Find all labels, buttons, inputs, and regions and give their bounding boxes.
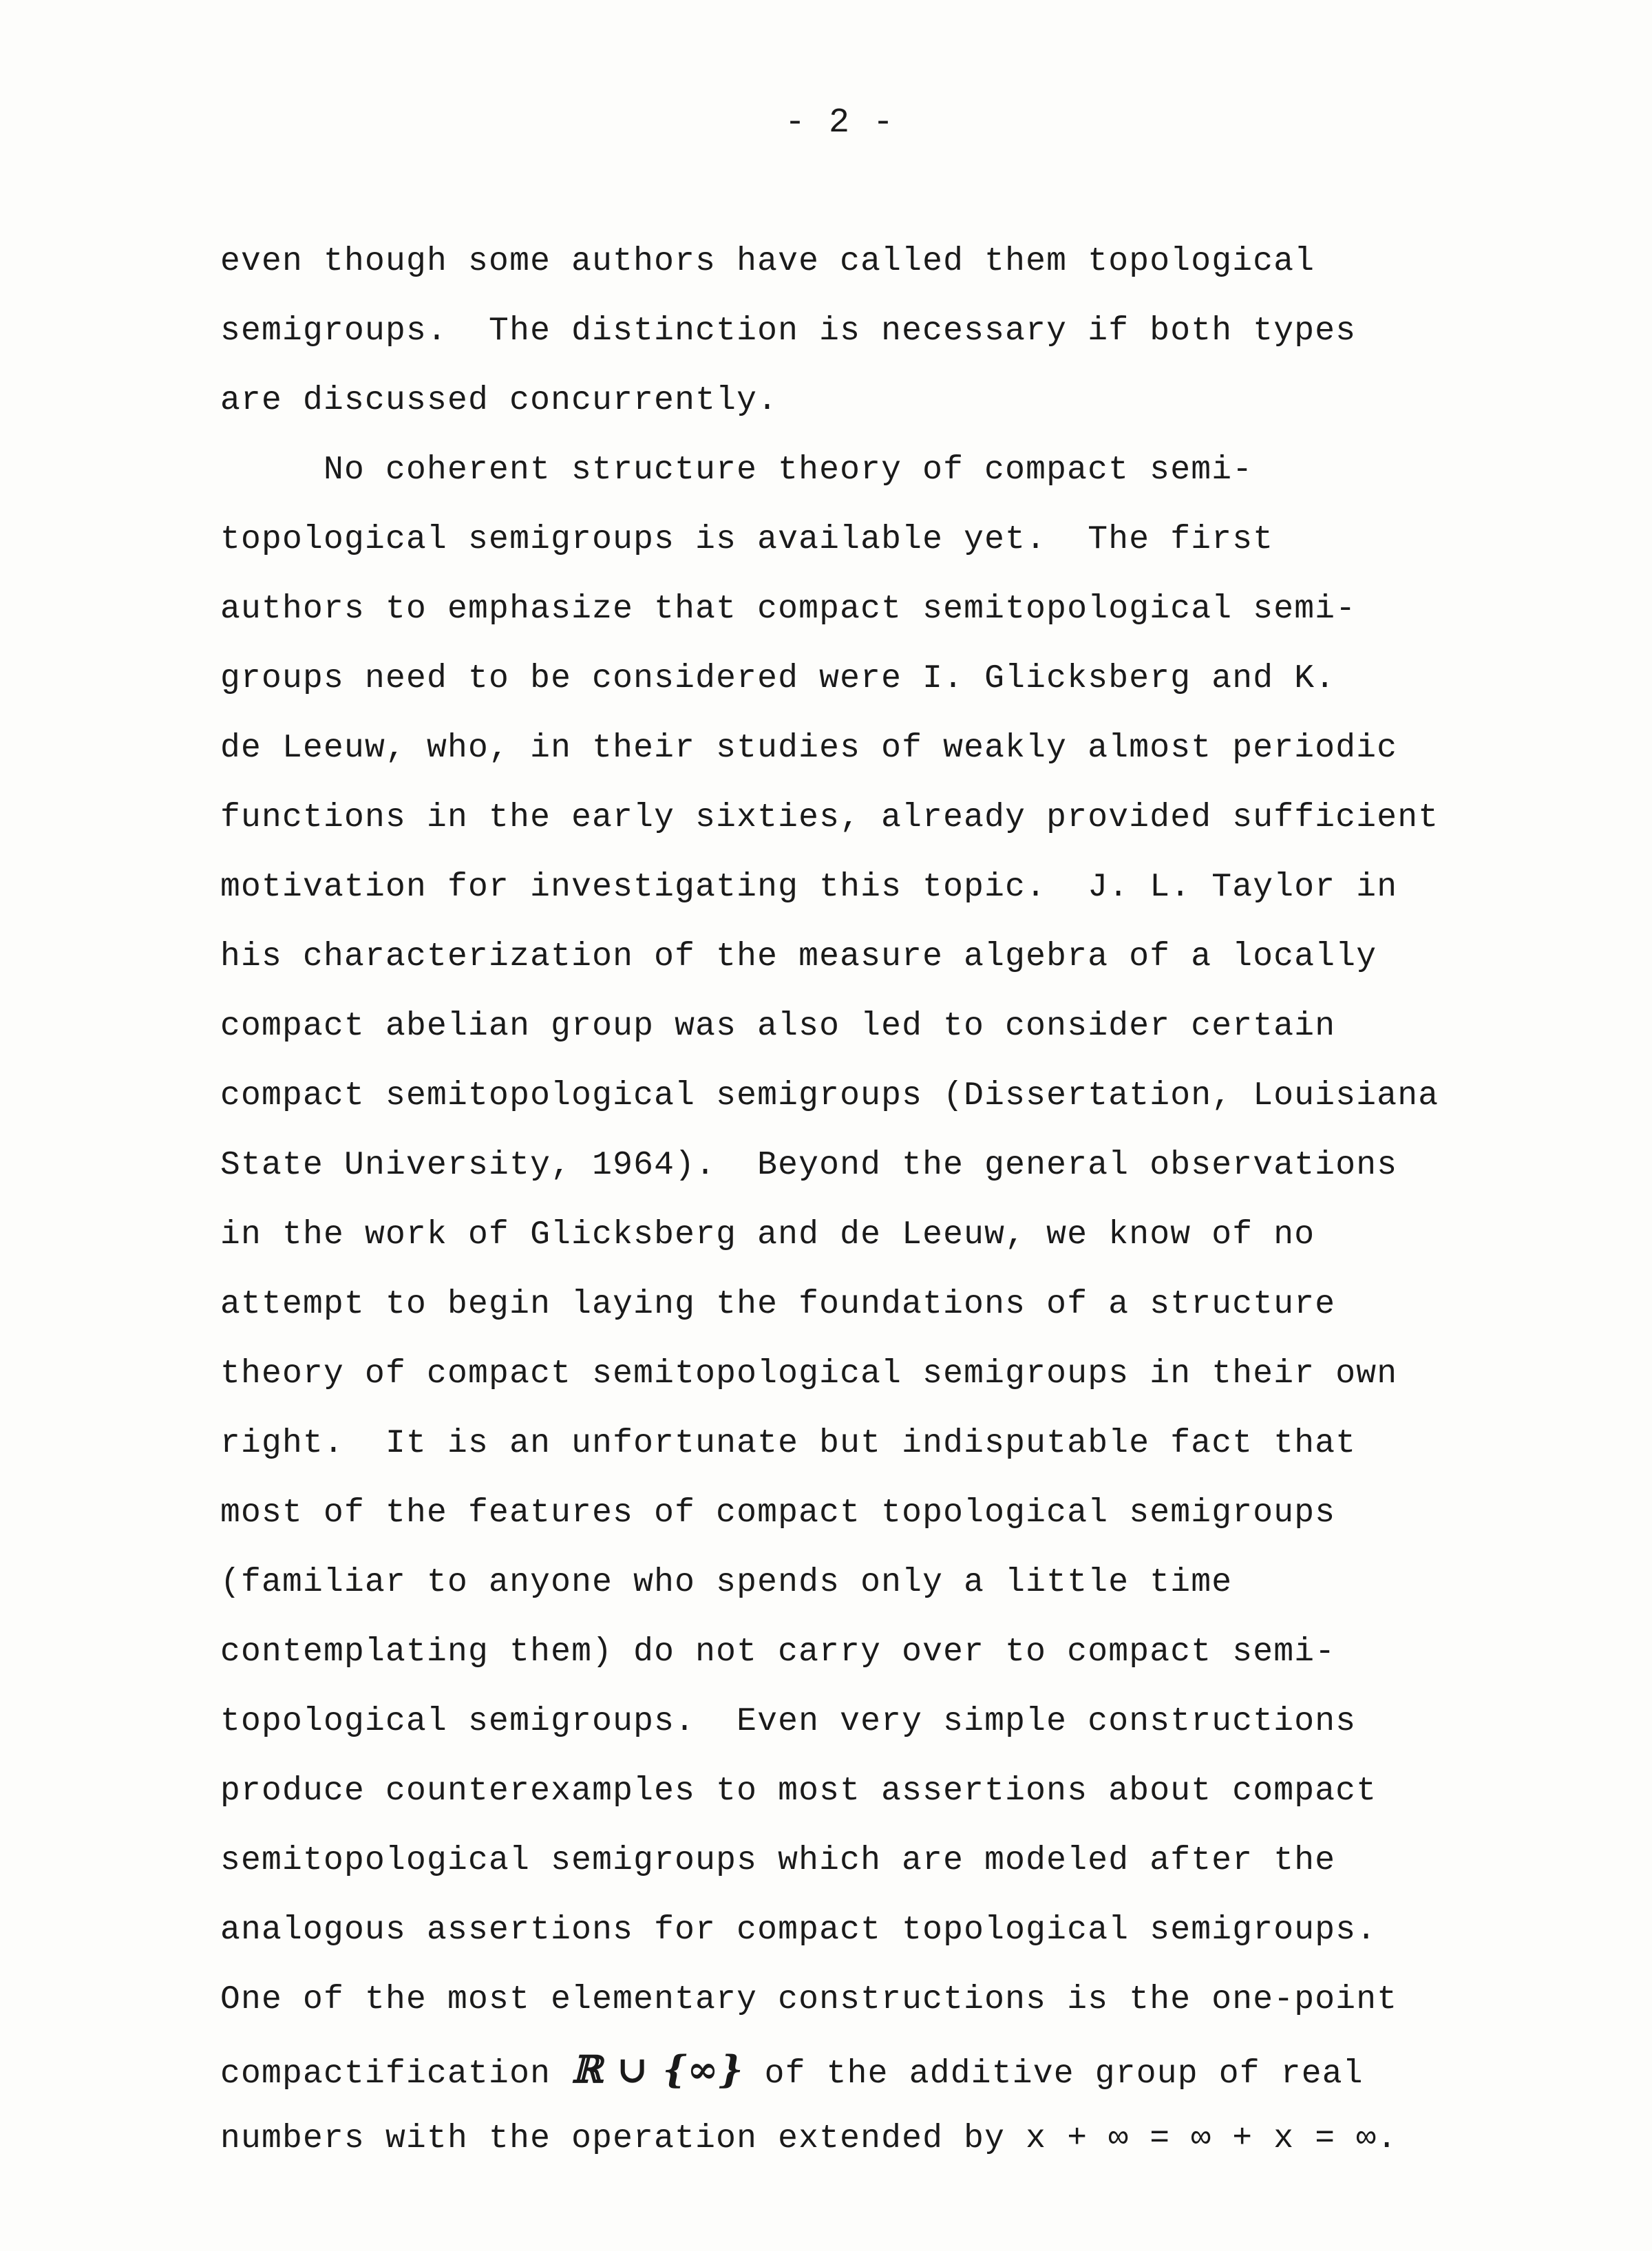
text-line: most of the features of compact topological semigroups <box>220 1494 1336 1532</box>
text-line: topological semigroups. Even very simple constructions <box>220 1703 1357 1740</box>
text-line: are discussed concurrently. <box>220 382 779 419</box>
page-number: - 2 - <box>785 103 896 142</box>
text-line: State University, 1964). Beyond the general observations <box>220 1147 1398 1184</box>
text-line: motivation for investigating this topic. J. L. Taylor in <box>220 869 1398 906</box>
math-expression: ℝ ∪ {∞} <box>571 2047 744 2091</box>
text-line: right. It is an unfortunate but indisputable fact that <box>220 1425 1357 1462</box>
text-line: even though some authors have called them topological <box>220 243 1315 280</box>
text-line: attempt to begin laying the foundations of a structure <box>220 1286 1336 1323</box>
text-line: numbers with the operation extended by x + ∞ = ∞ + x = ∞. <box>220 2120 1398 2157</box>
text-line: produce counterexamples to most assertions about compact <box>220 1773 1377 1810</box>
paragraph-start-line: No coherent structure theory of compact semi- <box>324 452 1253 489</box>
text-line: functions in the early sixties, already provided sufficient <box>220 799 1439 836</box>
text-line: authors to emphasize that compact semitopological semi- <box>220 591 1357 628</box>
text-line: in the work of Glicksberg and de Leeuw, we know of no <box>220 1216 1315 1254</box>
text-line: (familiar to anyone who spends only a little time <box>220 1564 1233 1601</box>
text-line: semitopological semigroups which are modeled after the <box>220 1842 1336 1879</box>
text-line: compact semitopological semigroups (Dissertation, Louisiana <box>220 1077 1439 1114</box>
text-fragment: of the additive group of real <box>743 2056 1364 2093</box>
text-line: semigroups. The distinction is necessary if both types <box>220 313 1357 350</box>
text-line: theory of compact semitopological semigroups in their own <box>220 1355 1398 1393</box>
text-line-with-math <box>220 2035 1459 2104</box>
text-line: groups need to be considered were I. Glicksberg and K. <box>220 660 1336 697</box>
text-line: contemplating them) do not carry over to compact semi- <box>220 1634 1336 1671</box>
text-line: analogous assertions for compact topological semigroups. <box>220 1912 1377 1949</box>
body-text <box>220 227 1459 2174</box>
text-line: his characterization of the measure algebra of a locally <box>220 938 1377 975</box>
text-line: One of the most elementary constructions is the one-point <box>220 1981 1398 2018</box>
text-fragment: compactification <box>220 2056 572 2093</box>
text-line: topological semigroups is available yet. The first <box>220 521 1274 558</box>
text-line: compact abelian group was also led to consider certain <box>220 1008 1336 1045</box>
text-line: de Leeuw, who, in their studies of weakly almost periodic <box>220 730 1398 767</box>
